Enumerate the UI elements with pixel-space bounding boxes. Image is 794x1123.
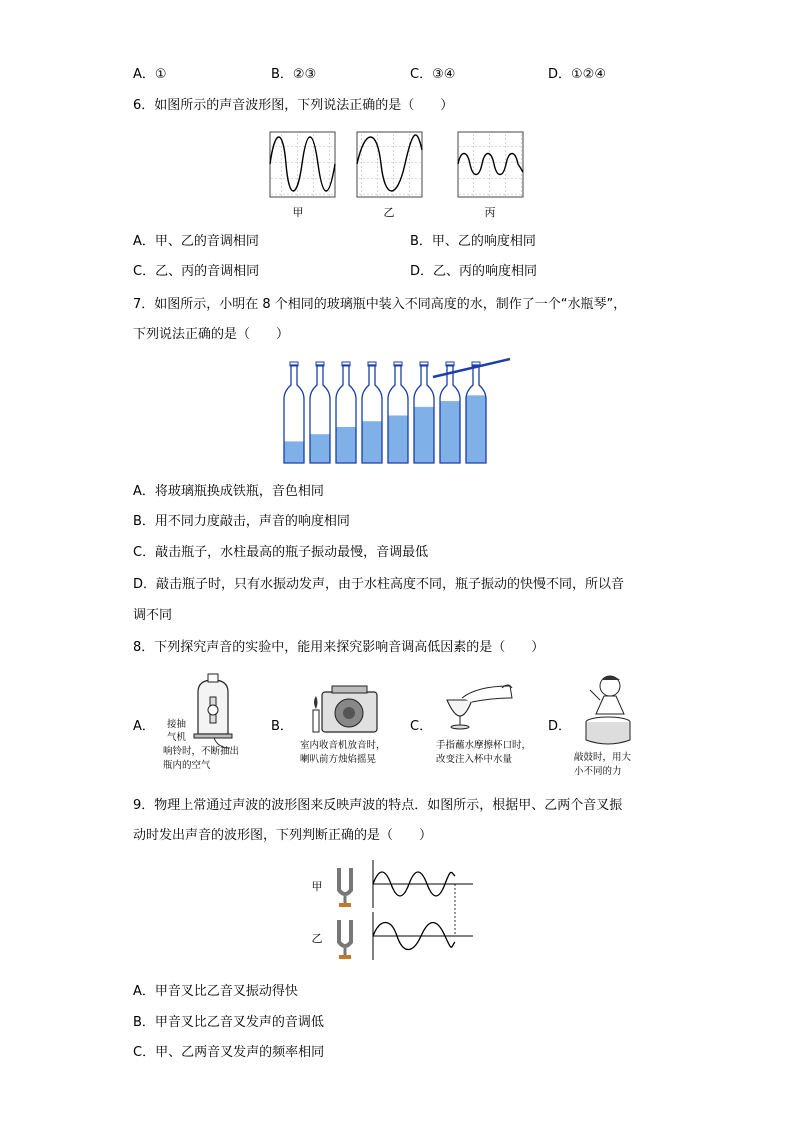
q8-c-caption2: 改变注入杯中水量: [436, 754, 513, 765]
q6-stem: 6．如图所示的声音波形图，下列说法正确的是（ ）: [133, 98, 454, 113]
q8-d-caption2: 小不同的力: [574, 766, 622, 777]
glass-bottle: [284, 362, 304, 463]
q5-option-d: D．①②④: [548, 67, 606, 82]
q6-label-yi: 乙: [383, 206, 395, 219]
wine-glass-rubbing-illustration: [432, 680, 540, 770]
q8-b-caption1: 室内收音机放音时，: [300, 740, 386, 751]
q8-a-caption4: 瓶内的空气: [163, 760, 211, 771]
q7-option-c: C．敲击瓶子，水柱最高的瓶子振动最慢，音调最低: [133, 545, 429, 560]
bell-jar-vacuum-illustration: [158, 672, 266, 777]
water-bottle-xylophone-figure: [280, 355, 515, 470]
glass-bottle: [440, 362, 460, 463]
waveform-bing: [458, 132, 523, 197]
q8-c-caption1: 手指蘸水摩擦杯口时，: [436, 740, 532, 751]
q7-stem-line2: 下列说法正确的是（ ）: [133, 327, 290, 342]
q5-option-a: A．①: [133, 67, 167, 82]
radio-candle-illustration: [292, 680, 404, 770]
q8-option-d-letter: D．: [548, 719, 572, 734]
q8-stem: 8．下列探究声音的实验中，能用来探究影响音调高低因素的是（ ）: [133, 640, 545, 655]
q9-stem-line2: 动时发出声音的波形图，下列判断正确的是（ ）: [133, 828, 433, 843]
q8-a-caption3: 响铃时，不断抽出: [163, 746, 240, 757]
drum-striking-illustration: [568, 670, 648, 780]
glass-bottle: [362, 362, 382, 463]
waveform-yi: [357, 132, 422, 197]
q9-option-b: B．甲音叉比乙音叉发声的音调低: [133, 1015, 324, 1030]
q8-b-caption2: 喇叭前方烛焰摇晃: [300, 754, 377, 765]
q7-option-d-line2: 调不同: [133, 608, 173, 623]
q6-option-b: B．甲、乙的响度相同: [410, 234, 536, 249]
glass-bottle: [388, 362, 408, 463]
q9-label-yi: 乙: [311, 932, 323, 945]
q9-option-c: C．甲、乙两音叉发声的频率相同: [133, 1045, 325, 1060]
q6-option-d: D．乙、丙的响度相同: [410, 264, 538, 279]
q6-label-jia: 甲: [292, 206, 304, 219]
q7-stem-line1: 7．如图所示，小明在 8 个相同的玻璃瓶中装入不同高度的水，制作了一个“水瓶琴”，: [133, 297, 627, 312]
q7-option-d-line1: D．敲击瓶子时，只有水振动发声，由于水柱高度不同，瓶子振动的快慢不同，所以音: [133, 577, 625, 592]
q8-a-caption2: 气机: [167, 732, 187, 743]
tuning-fork-jia: [339, 868, 351, 907]
q6-option-a: A．甲、乙的音调相同: [133, 234, 259, 249]
q9-option-a: A．甲音叉比乙音叉振动得快: [133, 984, 298, 999]
q6-waveform-figure: [265, 130, 535, 225]
q5-option-b: B．②③: [271, 67, 317, 82]
q7-option-b: B．用不同力度敲击，声音的响度相同: [133, 514, 350, 529]
tuning-fork-yi: [339, 920, 351, 959]
q8-option-b-letter: B．: [271, 719, 293, 734]
waveform-jia: [270, 132, 335, 197]
q9-label-jia: 甲: [311, 880, 323, 893]
q6-label-bing: 丙: [484, 206, 496, 219]
q7-option-a: A．将玻璃瓶换成铁瓶，音色相同: [133, 484, 324, 499]
q6-option-c: C．乙、丙的音调相同: [133, 264, 260, 279]
q8-option-a-letter: A．: [133, 719, 155, 734]
glass-bottle: [310, 362, 330, 463]
glass-bottle: [466, 362, 486, 463]
q8-d-caption1: 敲鼓时，用大: [574, 752, 632, 763]
glass-bottle: [414, 362, 434, 463]
q8-a-caption1: 接抽: [167, 719, 187, 730]
q9-stem-line1: 9．物理上常通过声波的波形图来反映声波的特点．如图所示，根据甲、乙两个音叉振: [133, 798, 623, 813]
tuning-fork-waveform-figure: [305, 858, 480, 966]
glass-bottle: [336, 362, 356, 463]
q5-option-c: C．③④: [410, 67, 456, 82]
q8-option-c-letter: C．: [410, 719, 433, 734]
